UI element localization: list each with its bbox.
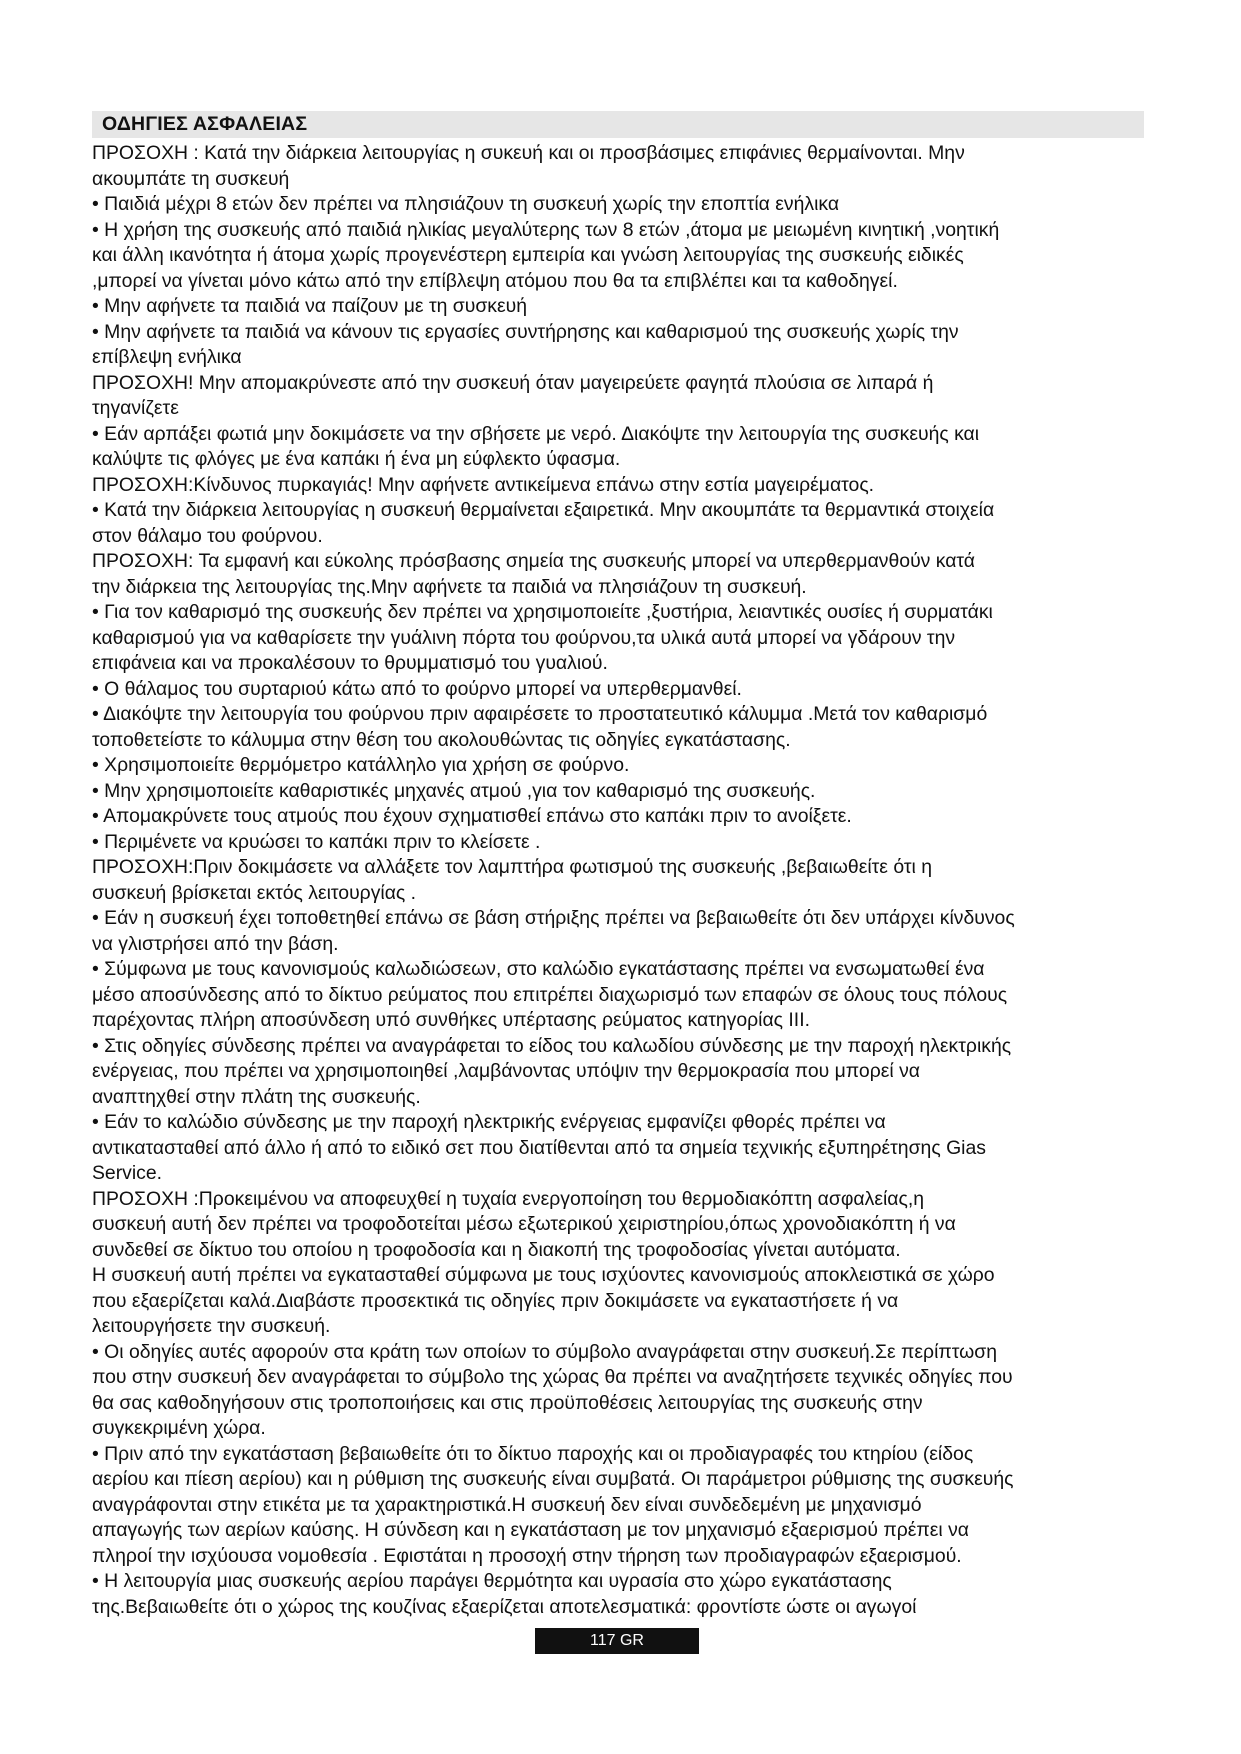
text-line: • Χρησιμοποιείτε θερμόμετρο κατάλληλο για χρήση σε φούρνο.	[92, 754, 630, 776]
text-line: επίβλεψη ενήλικα	[92, 346, 242, 368]
text-line: • Απομακρύνετε τους ατμούς που έχουν σχηματισθεί επάνω στο καπάκι πριν το ανοίξετε.	[92, 805, 852, 827]
text-line: • Περιμένετε να κρυώσει το καπάκι πριν το κλείσετε .	[92, 830, 541, 853]
text-line: παρέχοντας πλήρη αποσύνδεση υπό συνθήκες υπέρτασης ρεύματος κατηγορίας ΙΙΙ.	[92, 1009, 810, 1031]
text-line: μέσο αποσύνδεσης από το δίκτυο ρεύματος που επιτρέπει διαχωρισμό των επαφών σε όλους τους πόλους	[92, 983, 1008, 1006]
text-line: αναγράφονται στην ετικέτα με τα χαρακτηριστικά.Η συσκευή δεν είναι συνδεδεμένη με μηχανισμό	[92, 1493, 922, 1516]
text-line: • Ο θάλαμος του συρταριού κάτω από το φούρνο μπορεί να υπερθερμανθεί.	[92, 677, 742, 700]
page-number: 117 GR	[590, 1632, 644, 1649]
text-line: • Εάν η συσκευή έχει τοποθετηθεί επάνω σε βάση στήριξης πρέπει να βεβαιωθείτε ότι δεν υπάρχει κίνδυνος	[92, 907, 1015, 929]
text-line: • Η χρήση της συσκευής από παιδιά ηλικίας μεγαλύτερης των 8 ετών ,άτομα με μειωμένη κινητική ,νοητική	[92, 218, 1000, 241]
text-line: πληροί την ισχύουσα νομοθεσία . Εφιστάται η προσοχή στην τήρηση των προδιαγραφών εξαερισμού.	[92, 1544, 962, 1567]
text-line: • Οι οδηγίες αυτές αφορούν στα κράτη των οποίων το σύμβολο αναγράφεται στην συσκευή.Σε περίπτωση	[92, 1340, 998, 1363]
section-heading: ΟΔΗΓΙΕΣ ΑΣΦΑΛΕΙΑΣ	[102, 113, 308, 135]
text-line: συγκεκριμένη χώρα.	[92, 1417, 266, 1439]
text-line: επιφάνεια και να προκαλέσουν το θρυμματισμό του γυαλιού.	[92, 652, 608, 674]
text-line: • Εάν το καλώδιο σύνδεσης με την παροχή ηλεκτρικής ενέργειας εμφανίζει φθορές πρέπει να	[92, 1111, 886, 1133]
text-line: που εξαερίζεται καλά.Διαβάστε προσεκτικά τις οδηγίες πριν δοκιμάσετε να εγκαταστήσετε ή να	[92, 1289, 899, 1312]
text-line: ΠΡΟΣΟΧΗ :Προκειμένου να αποφευχθεί η τυχαία ενεργοποίηση του θερμοδιακόπτη ασφαλείας,η	[92, 1187, 925, 1210]
text-line: αντικατασταθεί από άλλο ή από το ειδικό σετ που διατίθενται από τα σημεία τεχνικής εξυπηρέτησης Gias	[92, 1136, 986, 1159]
text-line: ενέργειας, που πρέπει να χρησιμοποιηθεί ,λαμβάνοντας υπόψιν την θερμοκρασία που μπορεί να	[92, 1060, 920, 1082]
text-line: συσκευή αυτή δεν πρέπει να τροφοδοτείται μέσω εξωτερικού χειριστηρίου,όπως χρονοδιακόπτη ή να	[92, 1213, 956, 1235]
text-line: Η συσκευή αυτή πρέπει να εγκατασταθεί σύμφωνα με τους ισχύοντες κανονισμούς αποκλειστικά σε χώρο	[92, 1264, 995, 1286]
text-line: της.Βεβαιωθείτε ότι ο χώρος της κουζίνας εξαερίζεται αποτελεσματικά: φροντίστε ώστε οι αγωγοί	[92, 1595, 917, 1618]
text-line: αναπτηχθεί στην πλάτη της συσκευής.	[92, 1085, 421, 1108]
text-line: την διάρκεια της λειτουργίας της.Μην αφήνετε τα παιδιά να πλησιάζουν τη συσκευή.	[92, 575, 807, 598]
text-line: • Η λειτουργία μιας συσκευής αερίου παράγει θερμότητα και υγρασία στο χώρο εγκατάστασης	[92, 1570, 892, 1592]
text-line: συσκευή βρίσκεται εκτός λειτουργίας .	[92, 881, 417, 904]
text-line: στον θάλαμο του φούρνου.	[92, 524, 323, 547]
text-line: ,μπορεί να γίνεται μόνο κάτω από την επίβλεψη ατόμου που θα τα επιβλέπει και τα καθοδηγεί.	[92, 269, 898, 292]
text-line: απαγωγής των αερίων καύσης. Η σύνδεση και η εγκατάσταση με τον μηχανισμό εξαερισμού πρέπει να	[92, 1519, 969, 1541]
text-line: θα σας καθοδηγήσουν στις τροποποιήσεις και στις προϋποθέσεις λειτουργίας της συσκευής στην	[92, 1391, 923, 1414]
text-line: συνδεθεί σε δίκτυο του οποίου η τροφοδοσία και η διακοπή της τροφοδοσίας γίνεται αυτόματα.	[92, 1238, 901, 1261]
text-line: • Για τον καθαρισμό της συσκευής δεν πρέπει να χρησιμοποιείτε ,ξυστήρια, λειαντικές ουσίες ή συρματάκι	[92, 601, 993, 623]
text-line: • Εάν αρπάξει φωτιά μην δοκιμάσετε να την σβήσετε με νερό. Διακόψτε την λειτουργία της συσκευής και	[92, 422, 980, 445]
text-line: καλύψτε τις φλόγες με ένα καπάκι ή ένα μη εύφλεκτο ύφασμα.	[92, 448, 621, 470]
text-line: • Μην αφήνετε τα παιδιά να κάνουν τις εργασίες συντήρησης και καθαρισμού της συσκευής χωρίς την	[92, 320, 959, 343]
text-line: καθαρισμού για να καθαρίσετε την γυάλινη πόρτα του φούρνου,τα υλικά αυτά μπορεί να γδάρουν την	[92, 626, 956, 649]
text-line: και άλλη ικανότητα ή άτομα χωρίς προγενέστερη εμπειρία και γνώση λειτουργίας της συσκευής ειδικές	[92, 244, 964, 266]
text-line: που στην συσκευή δεν αναγράφεται το σύμβολο της χώρας θα πρέπει να αναζητήσετε τεχνικές οδηγίες που	[92, 1366, 1013, 1388]
text-line: • Μην αφήνετε τα παιδιά να παίζουν με τη συσκευή	[92, 295, 528, 317]
text-line: ΠΡΟΣΟΧΗ! Μην απομακρύνεστε από την συσκευή όταν μαγειρεύετε φαγητά πλούσια σε λιπαρά ή	[92, 371, 934, 394]
text-line: ΠΡΟΣΟΧΗ : Κατά την διάρκεια λειτουργίας η συκευή και οι προσβάσιμες επιφάνιες θερμαίνονται. Μην	[92, 142, 965, 164]
text-line: • Διακόψτε την λειτουργία του φούρνου πριν αφαιρέσετε το προστατευτικό κάλυμμα .Μετά τον καθαρισμό	[92, 703, 988, 725]
text-line: • Στις οδηγίες σύνδεσης πρέπει να αναγράφεται το είδος του καλωδίου σύνδεσης με την παροχή ηλεκτρικής	[92, 1034, 1012, 1057]
text-line: ΠΡΟΣΟΧΗ:Κίνδυνος πυρκαγιάς! Μην αφήνετε αντικείμενα επάνω στην εστία μαγειρέματος.	[92, 473, 875, 496]
text-line: • Μην χρησιμοποιείτε καθαριστικές μηχανές ατμού ,για τον καθαρισμό της συσκευής.	[92, 779, 816, 802]
text-line: ΠΡΟΣΟΧΗ: Τα εμφανή και εύκολης πρόσβασης σημεία της συσκευής μπορεί να υπερθερμανθούν κατά	[92, 550, 976, 572]
text-line: ΠΡΟΣΟΧΗ:Πριν δοκιμάσετε να αλλάξετε τον λαμπτήρα φωτισμού της συσκευής ,βεβαιωθείτε ότι η	[92, 856, 932, 878]
text-line: ακουμπάτε τη συσκευή	[92, 167, 290, 190]
text-line: τοποθετείστε το κάλυμμα στην θέση του ακολουθώντας τις οδηγίες εγκατάστασης.	[92, 728, 791, 751]
text-line: λειτουργήσετε την συσκευή.	[92, 1315, 331, 1337]
text-line: να γλιστρήσει από την βάση.	[92, 932, 339, 955]
text-line: τηγανίζετε	[92, 397, 179, 419]
text-line: • Παιδιά μέχρι 8 ετών δεν πρέπει να πλησιάζουν τη συσκευή χωρίς την εποπτία ενήλικα	[92, 193, 840, 215]
text-line: • Σύμφωνα με τους κανονισμούς καλωδιώσεων, στο καλώδιο εγκατάστασης πρέπει να ενσωματωθεί ένα	[92, 958, 985, 980]
safety-text-body	[92, 141, 1185, 1620]
text-line: • Πριν από την εγκατάσταση βεβαιωθείτε ότι το δίκτυο παροχής και οι προδιαγραφές του κτηρίου (είδος	[92, 1442, 974, 1465]
text-line: • Κατά την διάρκεια λειτουργίας η συσκευή θερμαίνεται εξαιρετικά. Μην ακουμπάτε τα θερμαντικά στοιχεία	[92, 499, 995, 521]
text-line: Service.	[92, 1162, 163, 1184]
text-line: αερίου και πίεση αερίου) και η ρύθμιση της συσκευής είναι συμβατά. Οι παράμετροι ρύθμισης της συσκευής	[92, 1468, 1014, 1490]
